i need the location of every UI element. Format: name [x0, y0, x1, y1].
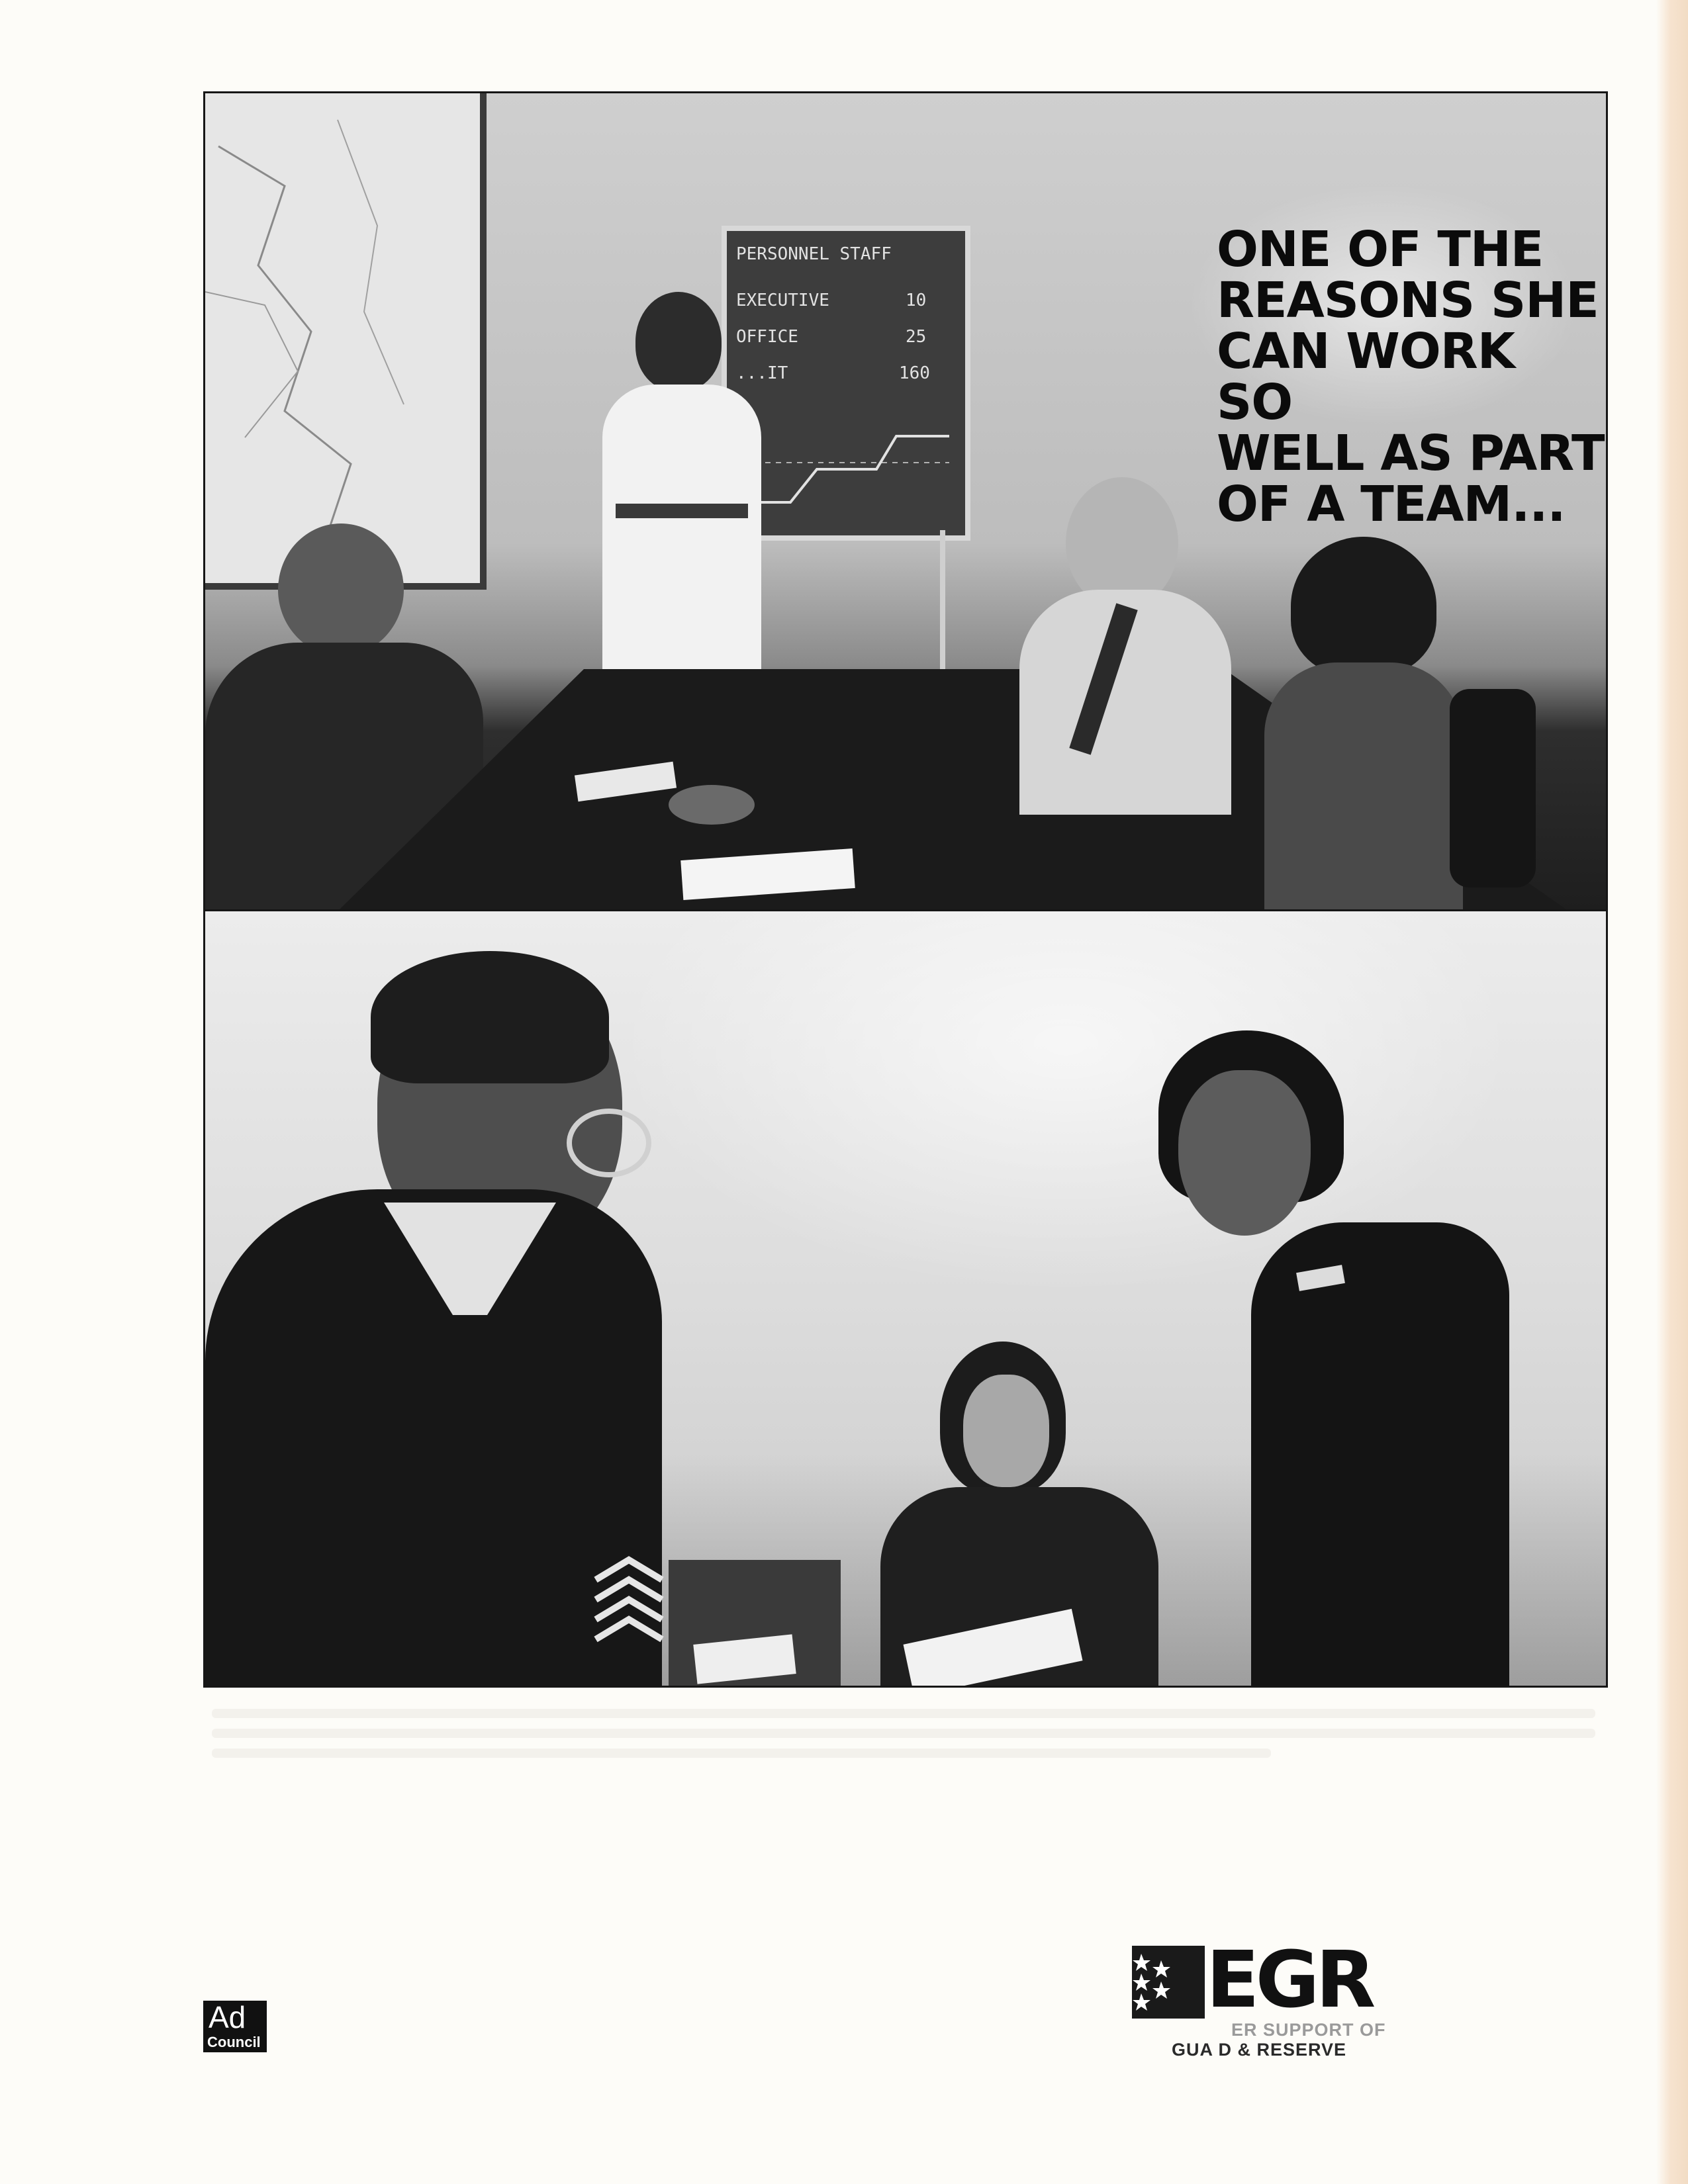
- map-lines: [205, 93, 480, 583]
- standing-woman-face: [1178, 1070, 1311, 1236]
- easel-title: PERSONNEL STAFF: [736, 244, 892, 264]
- easel-row-value: 10: [906, 291, 927, 310]
- easel-row-label: EXECUTIVE: [736, 291, 829, 310]
- ad-council-logo: [203, 2001, 267, 2052]
- sergeant-hair: [371, 951, 609, 1083]
- esgr-tagline-line2: GUA D & RESERVE: [1172, 2040, 1347, 2060]
- faded-body-copy: [212, 1749, 1271, 1758]
- easel-graph: [731, 390, 956, 522]
- office-chair: [1450, 689, 1536, 887]
- woman-right-hair: [1291, 537, 1436, 676]
- wall-map: [205, 93, 487, 590]
- esgr-mark: EGR: [1206, 1934, 1372, 2025]
- headline-top: ONE OF THE REASONS SHE CAN WORK SO WELL AS PART OF A TEAM...: [1217, 221, 1605, 533]
- office-meeting-photo: [203, 91, 1608, 913]
- standing-woman-uniform: [1251, 1222, 1509, 1686]
- ad-council-logo-council: Council: [207, 2034, 261, 2050]
- man-left-head: [278, 523, 404, 656]
- esgr-logo: [1132, 1934, 1410, 2060]
- faded-body-copy: [212, 1709, 1595, 1718]
- presenter-belt: [616, 504, 748, 518]
- woman-right-blouse: [1264, 662, 1463, 911]
- ashtray: [669, 785, 755, 825]
- faded-body-copy: [212, 1729, 1595, 1738]
- easel-row-label: ...IT: [736, 363, 788, 383]
- easel-row-value: 25: [906, 327, 927, 347]
- esgr-tagline-line1: ER SUPPORT OF: [1231, 2020, 1386, 2040]
- presenter-woman-head: [635, 292, 722, 391]
- rank-chevron-icon: [589, 1553, 669, 1659]
- military-meeting-photo: [203, 909, 1608, 1688]
- eyeglasses-icon: [563, 1103, 695, 1183]
- easel-row-label: OFFICE: [736, 327, 798, 347]
- easel-row-value: 160: [899, 363, 930, 383]
- ad-council-logo-ad: Ad: [209, 2000, 246, 2034]
- seated-woman-face: [963, 1375, 1049, 1487]
- page-edge-stain: [1656, 0, 1688, 2184]
